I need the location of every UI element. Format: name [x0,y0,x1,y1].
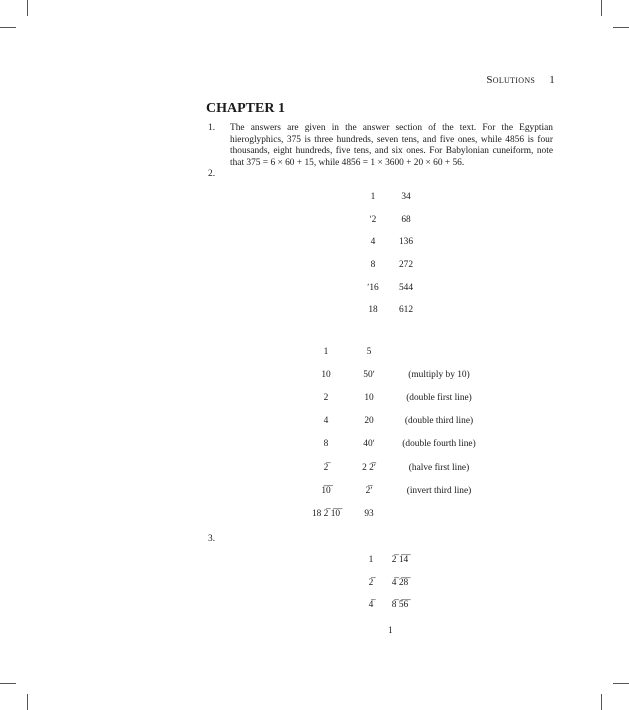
table-cell: 34 [401,192,411,203]
crop-mark-bottom-left [27,694,28,710]
item-number: 3. [208,534,216,544]
table-row [308,433,484,456]
crop-mark-top-right [601,0,602,16]
table-cell [394,502,484,525]
table-row [308,456,484,479]
table-cell: 20 [364,416,374,427]
table-cell: 1 [370,192,376,203]
crop-mark-top-left [27,0,28,16]
table-row [308,386,484,409]
table-row [308,410,484,433]
table-cell: (double fourth line) [402,439,476,450]
table-cell: 1̅0̅ [321,485,331,496]
table-cell: 2̅ 1̅4̅ [391,555,409,566]
table-row [308,363,484,386]
table-cell: 18 [368,305,378,316]
table-row [358,186,424,209]
table-cell: 136 [398,237,414,248]
table-cell: 93 [364,508,374,519]
table-row [358,231,424,254]
table-row [358,254,424,277]
table-cell: 1 [368,555,374,566]
solution-item-1 [208,123,553,169]
table-cell: (multiply by 10) [408,369,470,380]
multiplication-table-3 [360,549,418,617]
table-cell: 5 [366,346,372,357]
item-text: The answers are given in the answer section of the text. For the Egyptian hieroglyphics, 375 is three hundreds, seven tens, and five ones, while 4856 is four thousands, eight hundreds, five tens, and six ones. For Babylonian cuneiform, note that 375 = 6 × 60 + 15, while 4856 = 1 × 3600 + 20 × 60 + 56. [230,123,553,168]
table-row [358,299,424,322]
table-cell: 8 [323,439,329,450]
chapter-title: CHAPTER 1 [206,101,285,116]
multiplication-table-2 [308,340,484,526]
table-cell: 10 [364,392,374,403]
table-cell: 2̅ʹ [365,485,373,496]
table-cell: 40ʹ [363,439,375,450]
table-cell: 272 [398,260,414,271]
running-head-page: 1 [549,74,555,86]
table-cell: (invert third line) [406,485,472,496]
table-row [360,549,418,572]
table-cell: 68 [401,214,411,225]
running-head [486,74,555,86]
item-number: 1. [208,123,216,133]
crop-mark-top-right-h [613,27,629,28]
table-cell: 2 [323,392,329,403]
table-cell: 2̅ [323,462,329,473]
running-head-label: Solutions [486,74,536,86]
table-row [358,276,424,299]
table-cell: (double third line) [404,416,474,427]
crop-mark-bottom-right-h [613,683,629,684]
table-cell: 4̅ 2̅8̅ [391,577,409,588]
crop-mark-top-left-h [0,27,16,28]
table-row [308,479,484,502]
table-row [308,502,484,525]
table-cell: ʹ2 [369,214,377,225]
crop-mark-bottom-left-h [0,683,16,684]
table-row [360,572,418,595]
table-cell: 50ʹ [363,369,375,380]
crop-mark-bottom-right [601,694,602,710]
table-cell: 4 [370,237,376,248]
table-cell [394,340,484,363]
table-cell: 1 [323,346,329,357]
table-cell: 8 [370,260,376,271]
table-cell: 8̅ 5̅6̅ [391,600,409,611]
table-cell: 18 2̅ 1̅0̅ [311,508,341,519]
table-cell: 4 [323,416,329,427]
table-cell: ʹ16 [367,282,379,293]
multiplication-table-1 [358,186,424,322]
table-cell: 612 [398,305,414,316]
table-row [358,209,424,232]
table-cell: 2 2̅ʹ [362,462,376,473]
table-cell: (double first line) [406,392,472,403]
page-number: 1 [388,626,393,636]
table-cell: 4̅ [368,600,374,611]
table-cell: (halve first line) [408,462,470,473]
table-row [308,340,484,363]
table-cell: 544 [398,282,414,293]
item-number: 2. [208,169,216,179]
table-cell: 10 [321,369,331,380]
table-row [360,594,418,617]
table-cell: 2̅ [368,577,374,588]
